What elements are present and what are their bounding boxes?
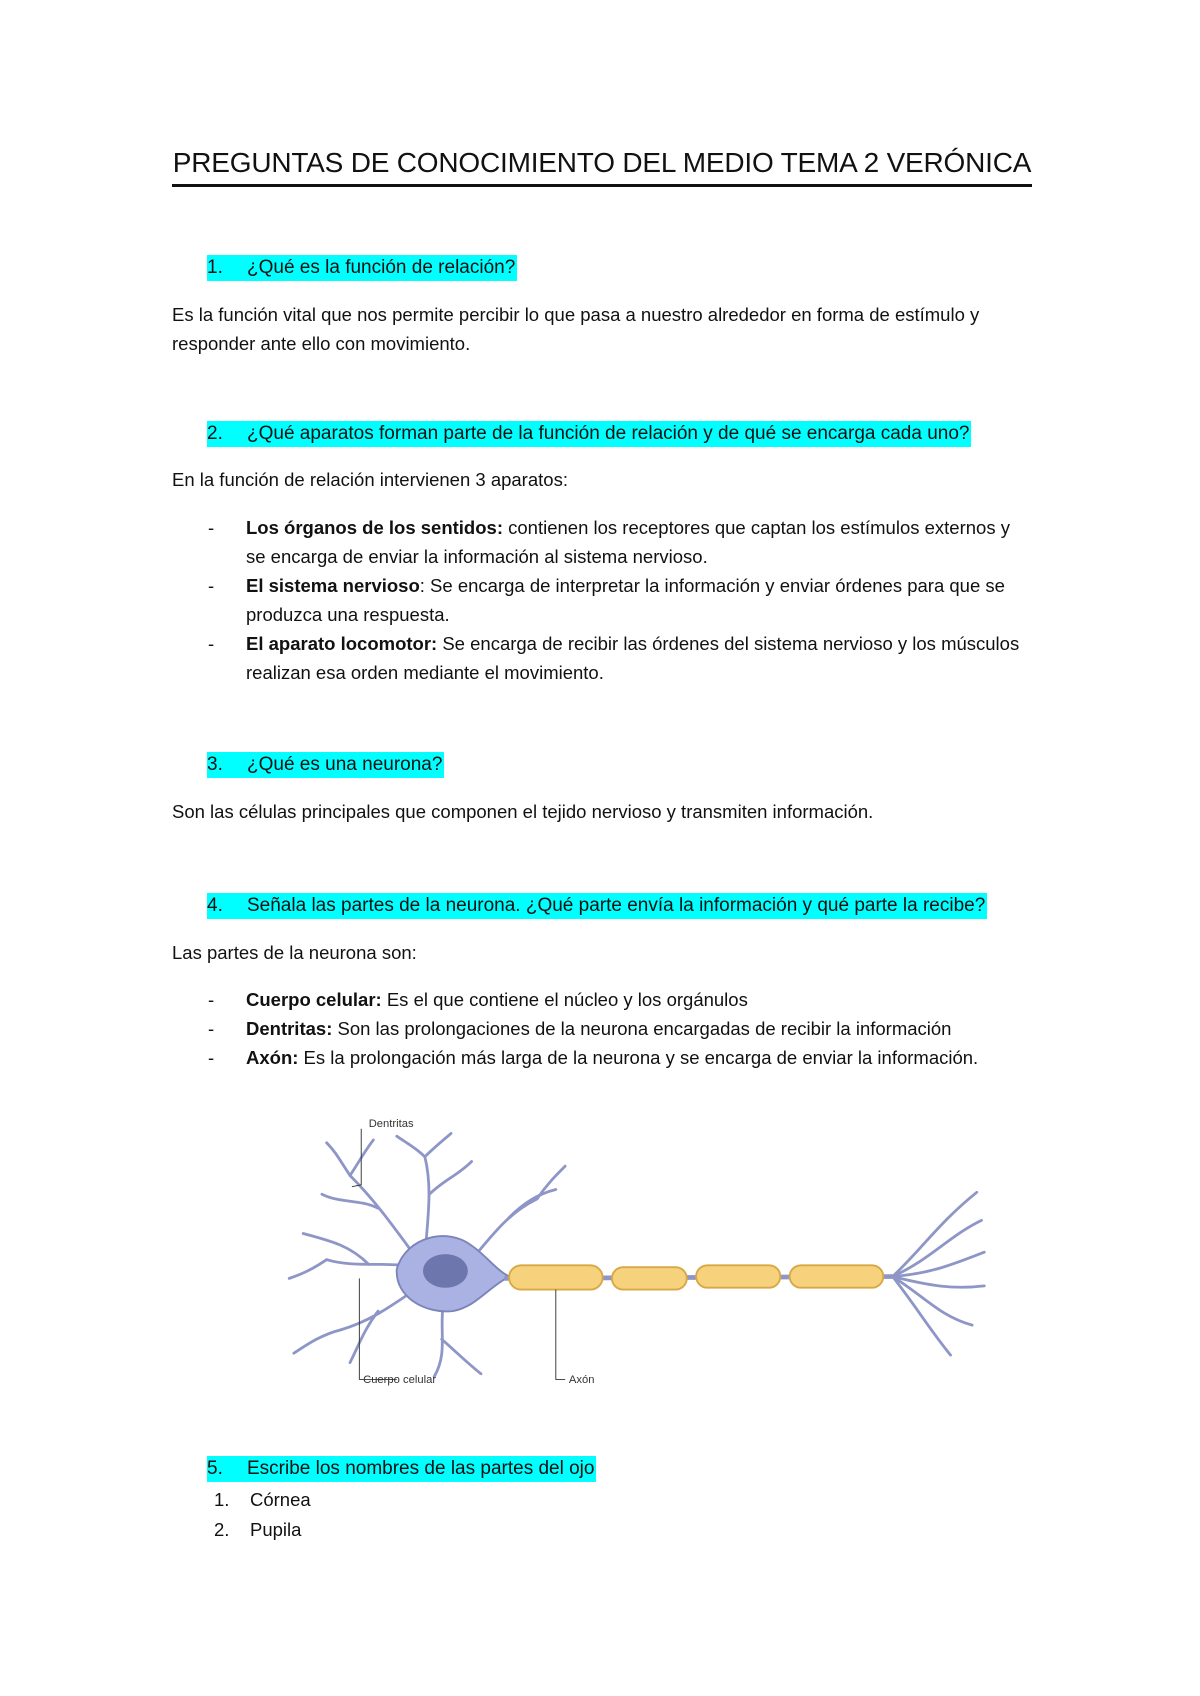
list-dash: - <box>208 517 215 538</box>
question-number: 1. <box>207 257 223 278</box>
list-item <box>172 1014 1032 1043</box>
list-term: Cuerpo celular: <box>246 989 382 1010</box>
question-4 <box>207 893 987 919</box>
list-text: Es la prolongación más larga de la neurona y se encarga de enviar la información. <box>298 1047 979 1068</box>
list-item <box>172 1043 1032 1072</box>
question-text: ¿Qué es una neurona? <box>247 754 443 775</box>
list-text: Córnea <box>250 1489 311 1510</box>
list-item <box>172 1515 772 1545</box>
list-number: 2. <box>214 1519 230 1540</box>
axon-drawing <box>504 1265 892 1289</box>
question-2 <box>207 421 971 447</box>
list-item <box>172 513 1032 571</box>
list-item <box>172 1485 772 1515</box>
question-1 <box>207 255 517 281</box>
answer-3: Son las células principales que componen el tejido nervioso y transmiten información. <box>172 801 874 822</box>
answer-1: Es la función vital que nos permite percibir lo que pasa a nuestro alrededor en forma de estímulo y responder ante ello con movimiento. <box>172 304 980 354</box>
cell-body-drawing <box>397 1236 509 1311</box>
list-term: Axón: <box>246 1047 299 1068</box>
list-text: contienen los receptores que captan los estímulos externos y se encarga de enviar la información al sistema nervioso. <box>246 517 1010 567</box>
question-text: ¿Qué es la función de relación? <box>247 257 516 278</box>
title-underline <box>172 184 1032 187</box>
question-3 <box>207 752 444 778</box>
list-term: Dentritas: <box>246 1018 333 1039</box>
list-item <box>172 571 1032 629</box>
answer-4-list <box>172 985 1032 1072</box>
list-dash: - <box>208 1047 215 1068</box>
question-number: 4. <box>207 895 223 916</box>
question-5 <box>207 1456 596 1482</box>
question-text: Escribe los nombres de las partes del ojo <box>247 1458 595 1479</box>
question-text: Señala las partes de la neurona. ¿Qué parte envía la información y qué parte la recibe? <box>247 895 986 916</box>
neuron-diagram <box>260 1110 1020 1400</box>
list-text: Es el que contiene el núcleo y los orgánulos <box>381 989 748 1010</box>
page-title: PREGUNTAS DE CONOCIMIENTO DEL MEDIO TEMA 2 VERÓNICA <box>172 147 1032 178</box>
question-number: 3. <box>207 754 223 775</box>
list-dash: - <box>208 575 215 596</box>
label-axon: Axón <box>568 1374 595 1387</box>
list-item <box>172 985 1032 1014</box>
answer-4-intro: Las partes de la neurona son: <box>172 942 417 963</box>
list-dash: - <box>208 989 215 1010</box>
question-text: ¿Qué aparatos forman parte de la función de relación y de qué se encarga cada uno? <box>247 423 970 444</box>
list-dash: - <box>208 633 215 654</box>
question-number: 5. <box>207 1458 223 1479</box>
list-text: Se encarga de recibir las órdenes del sistema nervioso y los músculos realizan esa orden mediante el movimiento. <box>246 633 1020 683</box>
list-dash: - <box>208 1018 215 1039</box>
label-cuerpo-celular: Cuerpo celular <box>363 1374 437 1387</box>
answer-2-list <box>172 513 1032 687</box>
answer-5-list <box>172 1485 772 1545</box>
axon-terminals-drawing <box>893 1192 985 1355</box>
answer-2-intro: En la función de relación intervienen 3 aparatos: <box>172 469 568 490</box>
list-term: El sistema nervioso <box>246 575 420 596</box>
list-term: Los órganos de los sentidos: <box>246 517 503 538</box>
question-number: 2. <box>207 423 223 444</box>
list-item <box>172 629 1032 687</box>
list-term: El aparato locomotor: <box>246 633 438 654</box>
list-text: Pupila <box>250 1519 302 1540</box>
list-text: : Se encarga de interpretar la información y enviar órdenes para que se produzca una respuesta. <box>246 575 1005 625</box>
list-number: 1. <box>214 1489 230 1510</box>
label-dentritas: Dentritas <box>368 1117 414 1130</box>
list-text: Son las prolongaciones de la neurona encargadas de recibir la información <box>332 1018 952 1039</box>
